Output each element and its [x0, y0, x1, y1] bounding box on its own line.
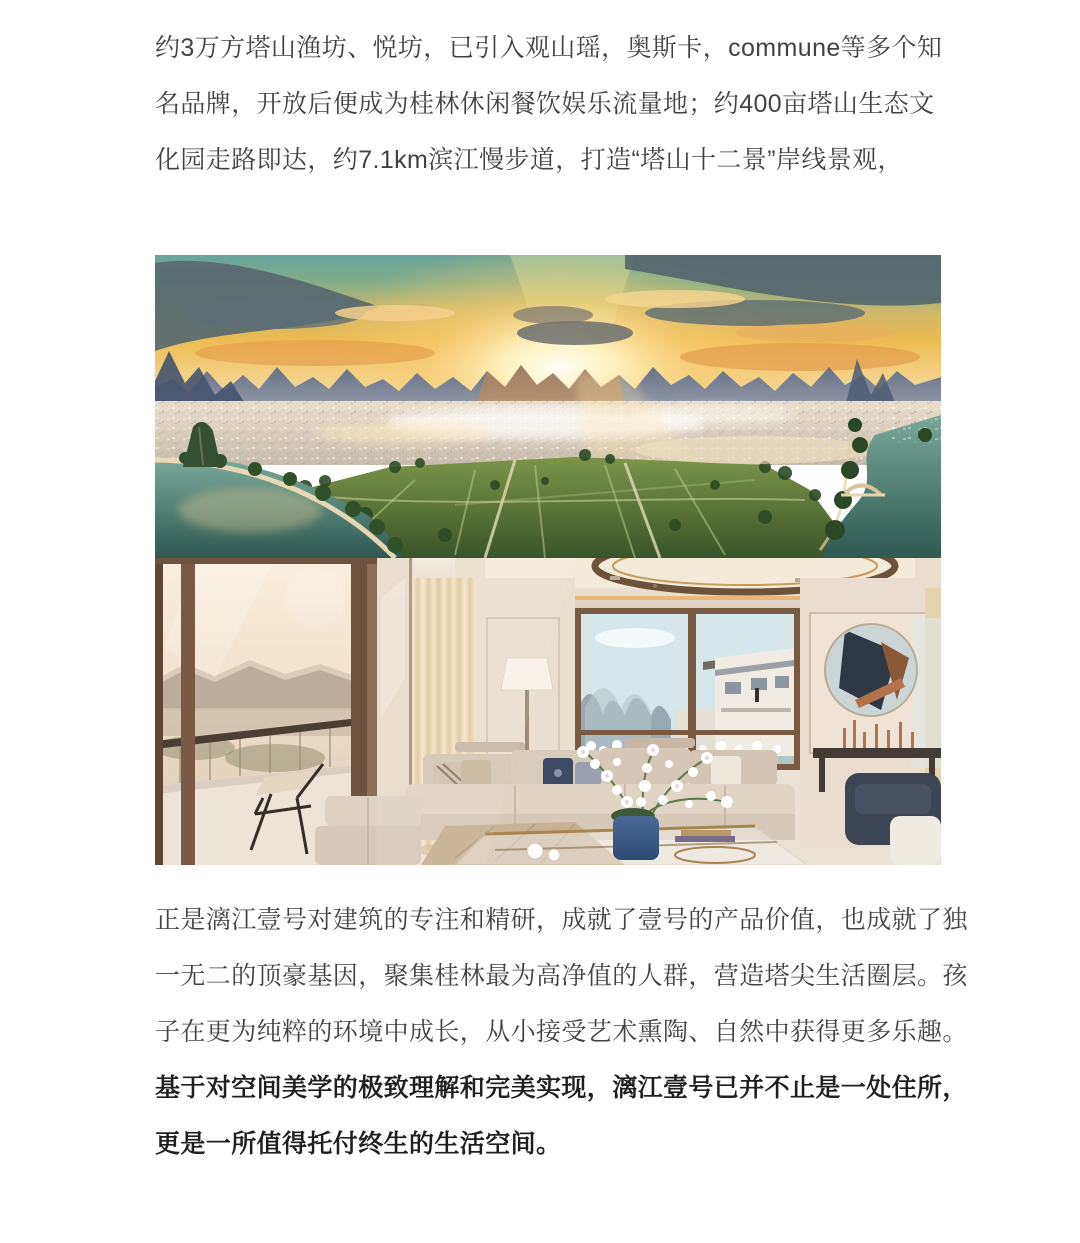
- white-armchair: [890, 816, 941, 865]
- body-line-2: 一无二的顶豪基因，聚集桂林最为高净值的人群，营造塔尖生活圈层。孩: [155, 962, 968, 990]
- intro-paragraph: [155, 20, 941, 188]
- article-content: [155, 0, 968, 1223]
- body-paragraph: [155, 892, 968, 1060]
- living-room-interior-photo: [155, 558, 941, 865]
- body-line-1: 正是漓江壹号对建筑的专注和精研，成就了壹号的产品价值，也成就了独: [155, 906, 968, 934]
- emphasis-paragraph: [155, 1060, 968, 1172]
- emphasis-line-2: 更是一所值得托付终生的生活空间。: [155, 1130, 562, 1158]
- blue-vase: [613, 816, 659, 860]
- intro-line-2: 名品牌，开放后便成为桂林休闲餐饮娱乐流量地；约400亩塔山生态文: [155, 90, 935, 118]
- body-line-3: 子在更为纯粹的环境中成长，从小接受艺术熏陶、自然中获得更多乐趣。: [155, 1018, 968, 1046]
- intro-line-3: 化园走路即达，约7.1km滨江慢步道，打造“塔山十二景”岸线景观，: [155, 146, 903, 174]
- right-wall: [800, 578, 941, 865]
- intro-line-1: 约3万方塔山渔坊、悦坊，已引入观山瑶，奥斯卡，commune等多个知: [155, 34, 943, 62]
- round-mirror: [825, 624, 917, 716]
- emphasis-line-1: 基于对空间美学的极致理解和完美实现，漓江壹号已并不止是一处住所，: [155, 1074, 968, 1102]
- guilin-aerial-sunset-photo: [155, 255, 941, 558]
